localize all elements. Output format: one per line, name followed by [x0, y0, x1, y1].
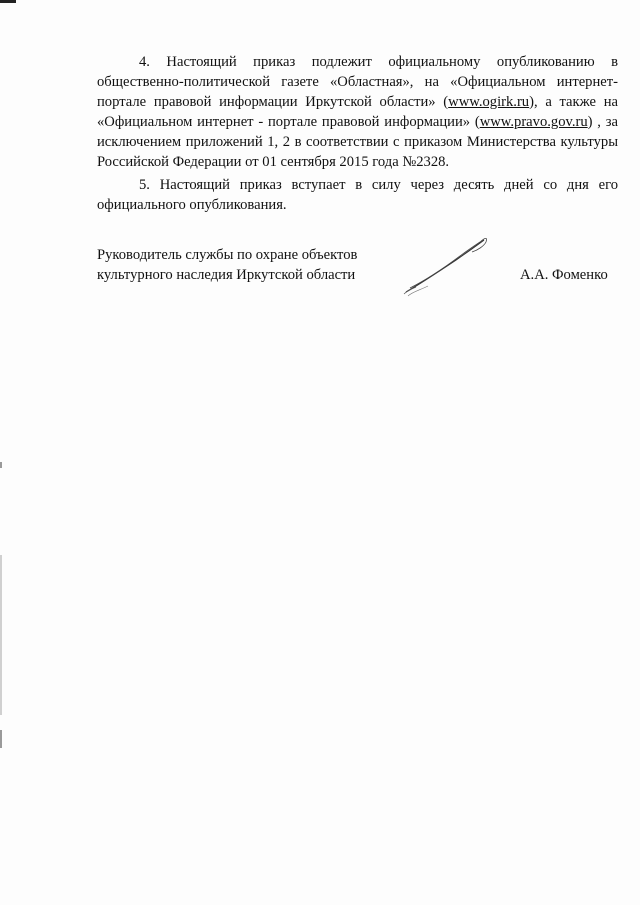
paragraph-5: [97, 175, 618, 215]
signatory-position: [97, 245, 397, 285]
paragraph-5-text: 5. Настоящий приказ вступает в силу через десять дней со дня его официального опубликования.: [97, 177, 618, 213]
paragraph-4-text-end: ) , за исключением приложений 1, 2 в соответствии с приказом Министерства культуры Российской Федерации от 01 сентября 2015 года №2328.: [97, 114, 618, 170]
scan-corner-mark: [0, 0, 16, 3]
ogirk-link[interactable]: www.ogirk.ru: [448, 94, 530, 110]
paragraph-4-text-start: 4. Настоящий приказ подлежит официальному опубликованию в общественно-политической газете «Областная», на «Официальном интернет-портале правовой информации Иркутской области» (: [97, 54, 618, 110]
scan-edge-marks: [0, 450, 3, 750]
pravo-link[interactable]: www.pravo.gov.ru: [479, 114, 588, 130]
signatory-position-line-2: культурного наследия Иркутской области: [97, 267, 356, 283]
handwritten-signature: [398, 232, 494, 300]
paragraph-4: [97, 52, 618, 172]
signatory-name: А.А. Фоменко: [520, 267, 608, 283]
signatory-position-line-1: Руководитель службы по охране объектов: [97, 247, 358, 263]
paragraph-4-text-mid: ), а также на «Официальном интернет - портале правовой информации» (: [97, 94, 618, 130]
